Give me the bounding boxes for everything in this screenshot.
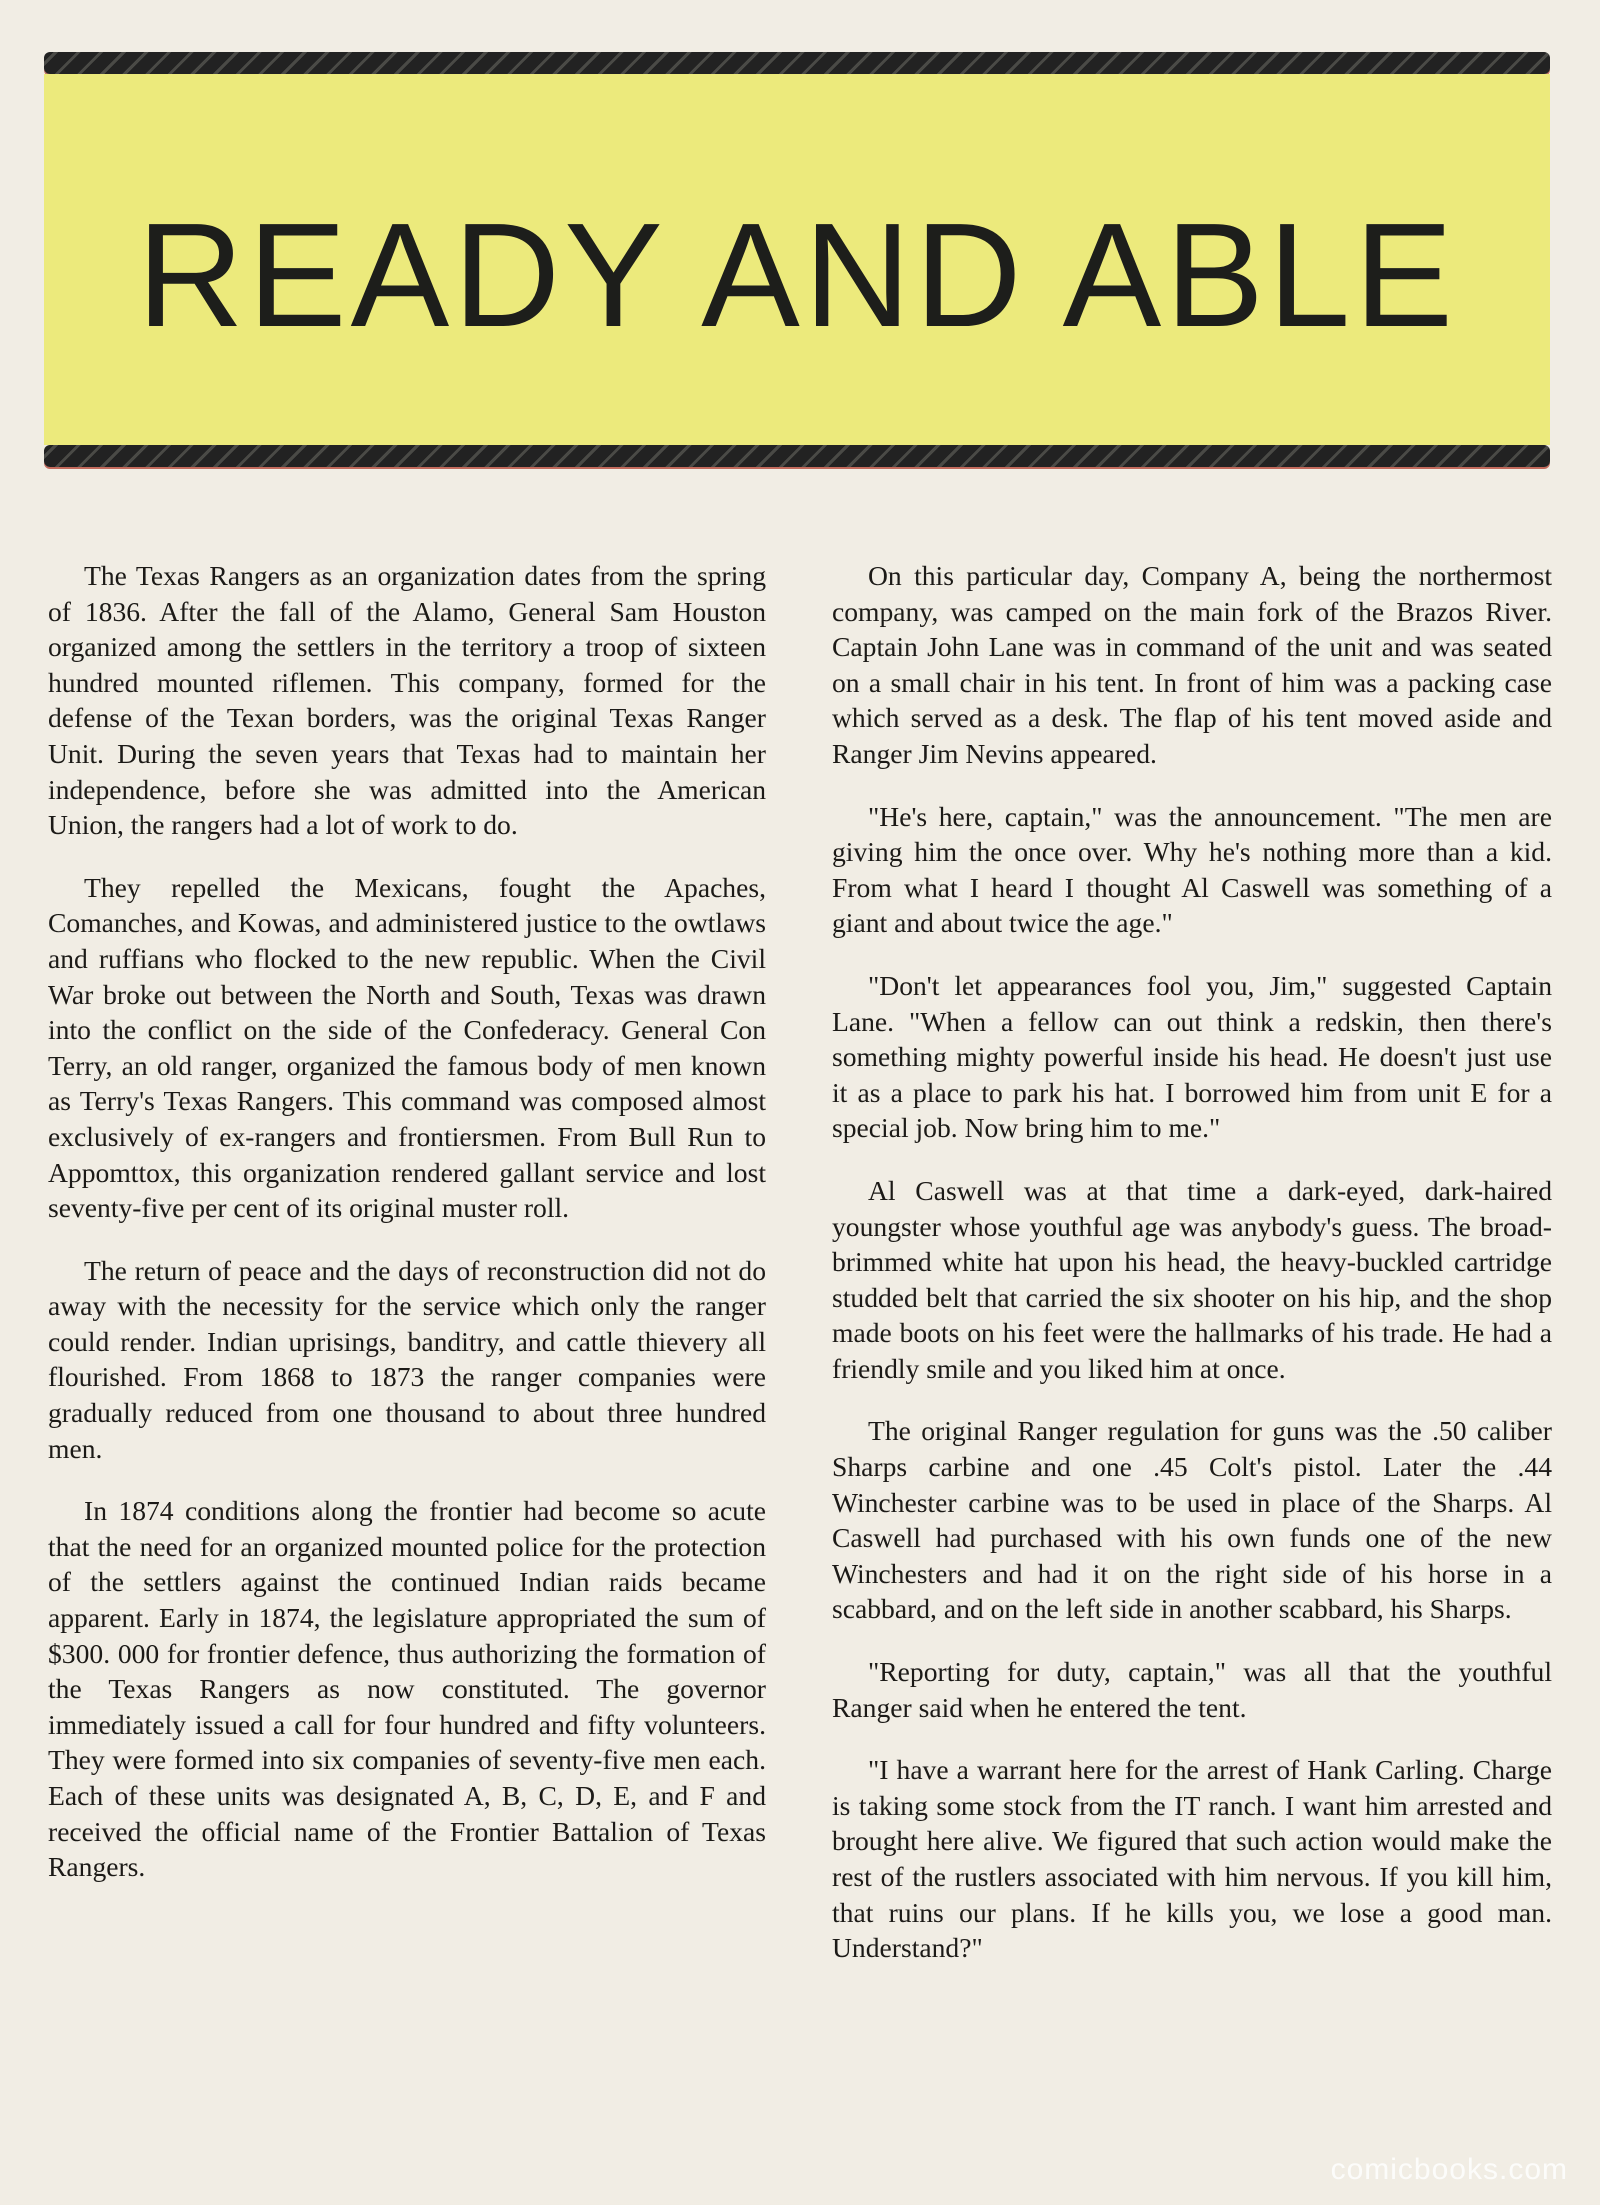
paragraph: Al Caswell was at that time a dark-eyed, dark-haired youngster whose youthful age was anybody's guess. The broad-brimmed white hat upon his head, the heavy-buckled cartridge studded belt that carried the six shooter on his hip, and the shop made boots on his feet were the hallmarks of his trade. He had a friendly smile and you liked him at once. xyxy=(832,1174,1552,1384)
paragraph: The original Ranger regulation for guns was the .50 caliber Sharps carbine and one .45 Colt's pistol. Later the .44 Winchester carbine was to be used in place of the Sharps. Al Caswell had purchased with his own funds one of the new Winchesters and had it on the right side of his horse in a scabbard, and on the left side in another scabbard, his Sharps. xyxy=(832,1415,1552,1625)
paragraph: "Don't let appearances fool you, Jim," suggested Captain Lane. "When a fellow can out think a redskin, then there's something mighty powerful inside his head. He doesn't just use it as a place to park his hat. I borrowed him from unit E for a special job. Now bring him to me." xyxy=(832,969,1552,1144)
paragraph: "He's here, captain," was the announcement. "The men are giving him the once over. Why he's nothing more than a kid. From what I heard I thought Al Caswell was something of a giant and about twice the age." xyxy=(832,800,1552,939)
page-title: READY AND ABLE xyxy=(136,193,1458,358)
paragraph: The return of peace and the days of reconstruction did not do away with the necessity for the service which only the ranger could render. Indian uprisings, banditry, and cattle thievery all flourished. From 1868 to 1873 the ranger companies were gradually reduced from one thousand to about three hundred men. xyxy=(48,1254,766,1464)
paragraph: On this particular day, Company A, being the northermost company, was camped on the main fork of the Brazos River. Captain John Lane was in command of the unit and was seated on a small chair in his tent. In front of him was a packing case which served as a desk. The flap of his tent moved aside and Ranger Jim Nevins appeared. xyxy=(832,560,1552,769)
rope-border-top xyxy=(44,52,1550,74)
right-column xyxy=(832,558,1552,1993)
title-banner xyxy=(44,52,1550,467)
paragraph: "I have a warrant here for the arrest of Hank Carling. Charge is taking some stock from the IT ranch. I want him arrested and brought here alive. We figured that such action would make the rest of the rustlers associated with him nervous. If you kill him, that ruins our plans. If he kills you, we lose a good man. Understand?" xyxy=(832,1754,1552,1964)
paragraph: "Reporting for duty, captain," was all that the youthful Ranger said when he entered the tent. xyxy=(832,1656,1552,1723)
watermark: comicbooks.com xyxy=(1330,2153,1568,2186)
rope-border-bottom xyxy=(44,445,1550,467)
paragraph: They repelled the Mexicans, fought the Apaches, Comanches, and Kowas, and administered justice to the owtlaws and ruffians who flocked to the new republic. When the Civil War broke out between the North and South, Texas was drawn into the conflict on the side of the Confederacy. General Con Terry, an old ranger, organized the famous body of men known as Terry's Texas Rangers. This command was composed almost exclusively of ex-rangers and frontiersmen. From Bull Run to Appomttox, this organization rendered gallant service and lost seventy-five per cent of its original muster roll. xyxy=(48,871,766,1224)
paragraph: In 1874 conditions along the frontier had become so acute that the need for an organized mounted police for the protection of the settlers against the continued Indian raids became apparent. Early in 1874, the legislature appropriated the sum of $300. 000 for frontier defence, thus authorizing the formation of the Texas Rangers as now constituted. The governor immediately issued a call for four hundred and fifty volunteers. They were formed into six companies of seventy-five men each. Each of these units was designated A, B, C, D, E, and F and received the official name of the Frontier Battalion of Texas Rangers. xyxy=(48,1495,766,1883)
left-column xyxy=(48,558,766,1912)
paragraph: The Texas Rangers as an organization dates from the spring of 1836. After the fall of the Alamo, General Sam Houston organized among the settlers in the territory a troop of sixteen hundred mounted riflemen. This company, formed for the defense of the Texan borders, was the original Texas Ranger Unit. During the seven years that Texas had to maintain her independence, before she was admitted into the American Union, the rangers had a lot of work to do. xyxy=(48,560,766,841)
